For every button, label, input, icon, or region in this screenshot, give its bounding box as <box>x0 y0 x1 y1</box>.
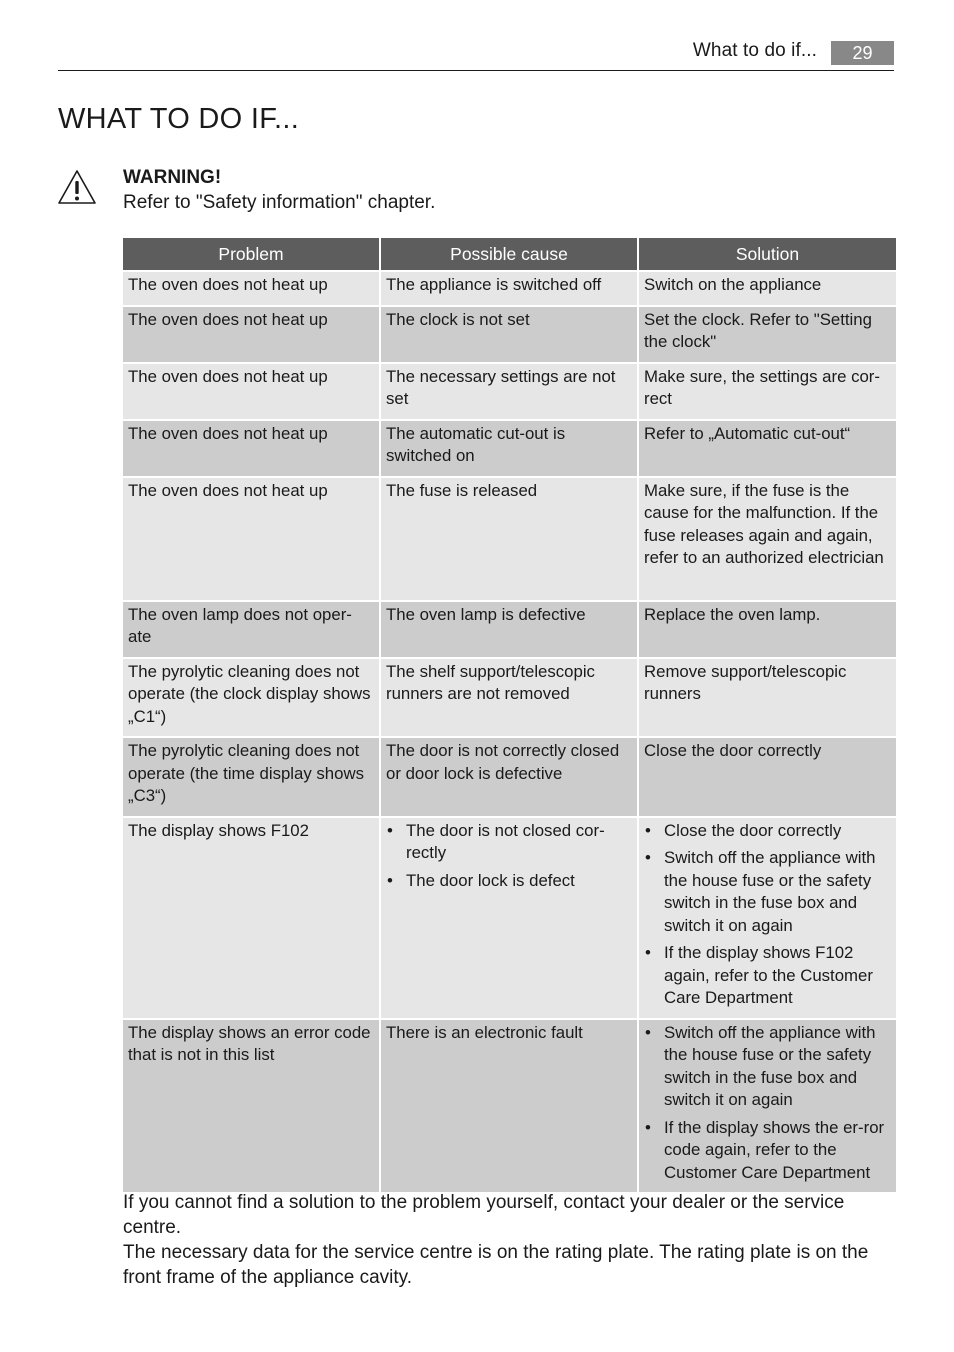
list-item <box>644 847 891 937</box>
list-item <box>644 1022 891 1112</box>
page-number: 29 <box>831 41 894 65</box>
cause-cell <box>381 818 637 1018</box>
list-item <box>386 820 632 865</box>
table-row <box>123 307 896 362</box>
cause-cell: The necessary settings are not set <box>381 364 637 419</box>
running-header: What to do if... <box>692 40 817 61</box>
header-divider <box>58 70 894 71</box>
problem-cell: The oven lamp does not oper-ate <box>123 602 379 657</box>
table-header-row <box>123 238 896 270</box>
solution-cell: Close the door correctly <box>639 738 896 816</box>
problem-cell: The oven does not heat up <box>123 364 379 419</box>
bullet-icon: • <box>387 870 393 890</box>
footer-paragraph-rating-plate: The necessary data for the service centre is on the rating plate. The rating plate is on the front frame of the appliance cavity. <box>123 1242 869 1288</box>
warning-heading: WARNING! <box>123 167 222 188</box>
cause-cell: The clock is not set <box>381 307 637 362</box>
solution-cell: Switch on the appliance <box>639 272 896 305</box>
column-header-solution: Solution <box>639 238 896 270</box>
problem-cell: The pyrolytic cleaning does not operate (the clock display shows „C1“) <box>123 659 379 737</box>
list-item-text: The door lock is defect <box>406 870 575 890</box>
problem-cell: The oven does not heat up <box>123 307 379 362</box>
table-row <box>123 478 896 600</box>
page-title: WHAT TO DO IF... <box>58 103 300 135</box>
cause-cell: The appliance is switched off <box>381 272 637 305</box>
solution-list <box>644 820 891 1010</box>
list-item <box>386 870 632 893</box>
cause-cell: The oven lamp is defective <box>381 602 637 657</box>
bullet-icon: • <box>387 820 393 840</box>
table-row <box>123 364 896 419</box>
solution-cell: Refer to „Automatic cut-out“ <box>639 421 896 476</box>
table-row <box>123 602 896 657</box>
bullet-icon: • <box>645 943 651 962</box>
list-item-text: Switch off the appliance with the house fuse or the safety switch in the fuse box and switch it on again <box>664 848 876 935</box>
problem-cell: The pyrolytic cleaning does not operate (the time display shows „C3“) <box>123 738 379 816</box>
bullet-icon: • <box>645 848 651 867</box>
table-row <box>123 1020 896 1193</box>
problem-cell: The oven does not heat up <box>123 272 379 305</box>
bullet-icon: • <box>645 1117 651 1137</box>
troubleshooting-table <box>121 236 898 1194</box>
table-row <box>123 659 896 737</box>
problem-cell: The oven does not heat up <box>123 421 379 476</box>
solution-cell: Set the clock. Refer to "Setting the clock" <box>639 307 896 362</box>
list-item-text: The door is not closed cor-rectly <box>406 820 605 862</box>
solution-cell: Replace the oven lamp. <box>639 602 896 657</box>
table-row <box>123 421 896 476</box>
cause-cell: The automatic cut-out is switched on <box>381 421 637 476</box>
warning-text: Refer to "Safety information" chapter. <box>123 192 436 213</box>
solution-cell: Make sure, the settings are cor-rect <box>639 364 896 419</box>
list-item <box>644 820 891 843</box>
list-item <box>644 1117 891 1185</box>
warning-triangle-icon <box>57 169 97 205</box>
footer-paragraph-contact: If you cannot find a solution to the problem yourself, contact your dealer or the service centre. <box>123 1192 845 1238</box>
column-header-problem: Problem <box>123 238 379 270</box>
solution-cell: Remove support/telescopic runners <box>639 659 896 737</box>
list-item-text: Switch off the appliance with the house fuse or the safety switch in the fuse box and switch it on again <box>664 1022 876 1109</box>
solution-cell: Make sure, if the fuse is the cause for the malfunction. If the fuse releases again and again, refer to an authorized electrician <box>639 478 896 600</box>
solution-cell <box>639 818 896 1018</box>
problem-cell: The oven does not heat up <box>123 478 379 600</box>
cause-list <box>386 820 632 893</box>
list-item-text: If the display shows the er-ror code again, refer to the Customer Care Department <box>664 1117 885 1182</box>
list-item-text: Close the door correctly <box>664 820 842 840</box>
solution-cell <box>639 1020 896 1193</box>
cause-cell: The door is not correctly closed or door lock is defective <box>381 738 637 816</box>
bullet-icon: • <box>645 820 651 840</box>
table-row <box>123 272 896 305</box>
solution-list <box>644 1022 891 1185</box>
table-row <box>123 738 896 816</box>
list-item <box>644 942 891 1010</box>
cause-cell: The fuse is released <box>381 478 637 600</box>
problem-cell: The display shows an error code that is not in this list <box>123 1020 379 1193</box>
column-header-possible-cause: Possible cause <box>381 238 637 270</box>
cause-cell: The shelf support/telescopic runners are not removed <box>381 659 637 737</box>
cause-cell: There is an electronic fault <box>381 1020 637 1193</box>
table-row <box>123 818 896 1018</box>
problem-cell: The display shows F102 <box>123 818 379 1018</box>
list-item-text: If the display shows F102 again, refer to the Customer Care Department <box>664 943 873 1007</box>
bullet-icon: • <box>645 1022 651 1042</box>
